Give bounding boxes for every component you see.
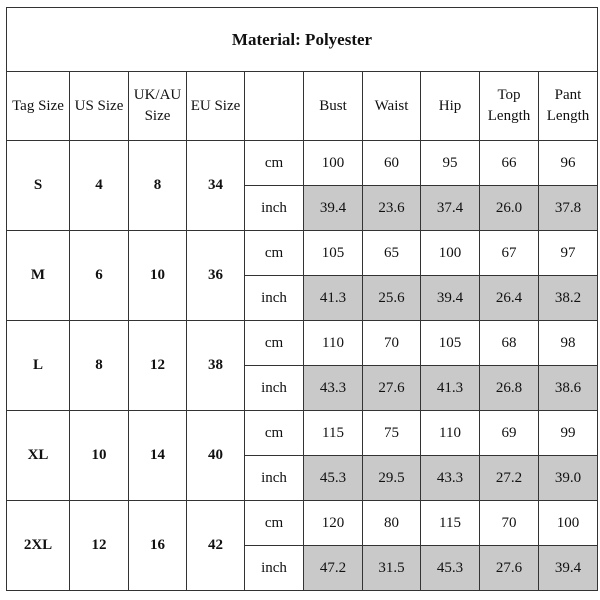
waist-cm-value: 65 xyxy=(363,231,421,276)
waist-inch-value: 27.6 xyxy=(363,366,421,411)
bust-cm-value: 105 xyxy=(304,231,363,276)
bust-cm-value: 115 xyxy=(304,411,363,456)
unit-label-inch: inch xyxy=(245,366,304,411)
unit-label-cm: cm xyxy=(245,231,304,276)
header-hip: Hip xyxy=(421,72,480,141)
unit-label-cm: cm xyxy=(245,141,304,186)
eu-size-cell: 38 xyxy=(187,321,245,411)
top-length-inch-value: 26.8 xyxy=(480,366,539,411)
uk-au-size-cell: 8 xyxy=(129,141,187,231)
uk-au-size-cell: 16 xyxy=(129,501,187,591)
material-title: Material: Polyester xyxy=(7,8,598,72)
top-length-inch-value: 27.6 xyxy=(480,546,539,591)
unit-label-inch: inch xyxy=(245,546,304,591)
tag-size-cell: M xyxy=(7,231,70,321)
header-tag-size: Tag Size xyxy=(7,72,70,141)
header-eu-size: EU Size xyxy=(187,72,245,141)
us-size-cell: 12 xyxy=(70,501,129,591)
us-size-cell: 10 xyxy=(70,411,129,501)
hip-cm-value: 100 xyxy=(421,231,480,276)
waist-cm-value: 75 xyxy=(363,411,421,456)
bust-inch-value: 43.3 xyxy=(304,366,363,411)
pant-length-inch-value: 39.4 xyxy=(539,546,598,591)
pant-length-cm-value: 100 xyxy=(539,501,598,546)
header-unit xyxy=(245,72,304,141)
waist-inch-value: 25.6 xyxy=(363,276,421,321)
unit-label-inch: inch xyxy=(245,276,304,321)
us-size-cell: 4 xyxy=(70,141,129,231)
waist-cm-value: 80 xyxy=(363,501,421,546)
top-length-cm-value: 69 xyxy=(480,411,539,456)
pant-length-cm-value: 96 xyxy=(539,141,598,186)
unit-label-cm: cm xyxy=(245,411,304,456)
header-bust: Bust xyxy=(304,72,363,141)
unit-label-inch: inch xyxy=(245,456,304,501)
pant-length-cm-value: 99 xyxy=(539,411,598,456)
bust-cm-value: 110 xyxy=(304,321,363,366)
pant-length-cm-value: 98 xyxy=(539,321,598,366)
bust-cm-value: 120 xyxy=(304,501,363,546)
size-row-cm xyxy=(7,141,598,186)
top-length-inch-value: 26.0 xyxy=(480,186,539,231)
top-length-cm-value: 67 xyxy=(480,231,539,276)
pant-length-inch-value: 38.2 xyxy=(539,276,598,321)
header-waist: Waist xyxy=(363,72,421,141)
unit-label-cm: cm xyxy=(245,501,304,546)
hip-cm-value: 115 xyxy=(421,501,480,546)
header-us-size: US Size xyxy=(70,72,129,141)
size-row-cm xyxy=(7,501,598,546)
tag-size-cell: XL xyxy=(7,411,70,501)
hip-inch-value: 45.3 xyxy=(421,546,480,591)
pant-length-cm-value: 97 xyxy=(539,231,598,276)
waist-inch-value: 31.5 xyxy=(363,546,421,591)
eu-size-cell: 34 xyxy=(187,141,245,231)
waist-cm-value: 60 xyxy=(363,141,421,186)
waist-inch-value: 23.6 xyxy=(363,186,421,231)
unit-label-cm: cm xyxy=(245,321,304,366)
eu-size-cell: 40 xyxy=(187,411,245,501)
size-row-cm xyxy=(7,321,598,366)
size-row-cm xyxy=(7,231,598,276)
hip-inch-value: 41.3 xyxy=(421,366,480,411)
waist-inch-value: 29.5 xyxy=(363,456,421,501)
top-length-inch-value: 27.2 xyxy=(480,456,539,501)
eu-size-cell: 36 xyxy=(187,231,245,321)
us-size-cell: 8 xyxy=(70,321,129,411)
hip-inch-value: 37.4 xyxy=(421,186,480,231)
pant-length-inch-value: 38.6 xyxy=(539,366,598,411)
uk-au-size-cell: 10 xyxy=(129,231,187,321)
hip-cm-value: 95 xyxy=(421,141,480,186)
us-size-cell: 6 xyxy=(70,231,129,321)
tag-size-cell: 2XL xyxy=(7,501,70,591)
header-uk-au-size: UK/AU Size xyxy=(129,72,187,141)
unit-label-inch: inch xyxy=(245,186,304,231)
size-chart-table xyxy=(6,7,598,591)
bust-inch-value: 45.3 xyxy=(304,456,363,501)
bust-cm-value: 100 xyxy=(304,141,363,186)
size-row-cm xyxy=(7,411,598,456)
column-header-row xyxy=(7,72,598,141)
tag-size-cell: S xyxy=(7,141,70,231)
bust-inch-value: 39.4 xyxy=(304,186,363,231)
top-length-cm-value: 68 xyxy=(480,321,539,366)
waist-cm-value: 70 xyxy=(363,321,421,366)
hip-cm-value: 105 xyxy=(421,321,480,366)
hip-inch-value: 43.3 xyxy=(421,456,480,501)
pant-length-inch-value: 39.0 xyxy=(539,456,598,501)
uk-au-size-cell: 14 xyxy=(129,411,187,501)
top-length-cm-value: 66 xyxy=(480,141,539,186)
hip-cm-value: 110 xyxy=(421,411,480,456)
top-length-inch-value: 26.4 xyxy=(480,276,539,321)
header-top-length: Top Length xyxy=(480,72,539,141)
top-length-cm-value: 70 xyxy=(480,501,539,546)
pant-length-inch-value: 37.8 xyxy=(539,186,598,231)
tag-size-cell: L xyxy=(7,321,70,411)
bust-inch-value: 47.2 xyxy=(304,546,363,591)
eu-size-cell: 42 xyxy=(187,501,245,591)
hip-inch-value: 39.4 xyxy=(421,276,480,321)
header-pant-length: Pant Length xyxy=(539,72,598,141)
uk-au-size-cell: 12 xyxy=(129,321,187,411)
bust-inch-value: 41.3 xyxy=(304,276,363,321)
